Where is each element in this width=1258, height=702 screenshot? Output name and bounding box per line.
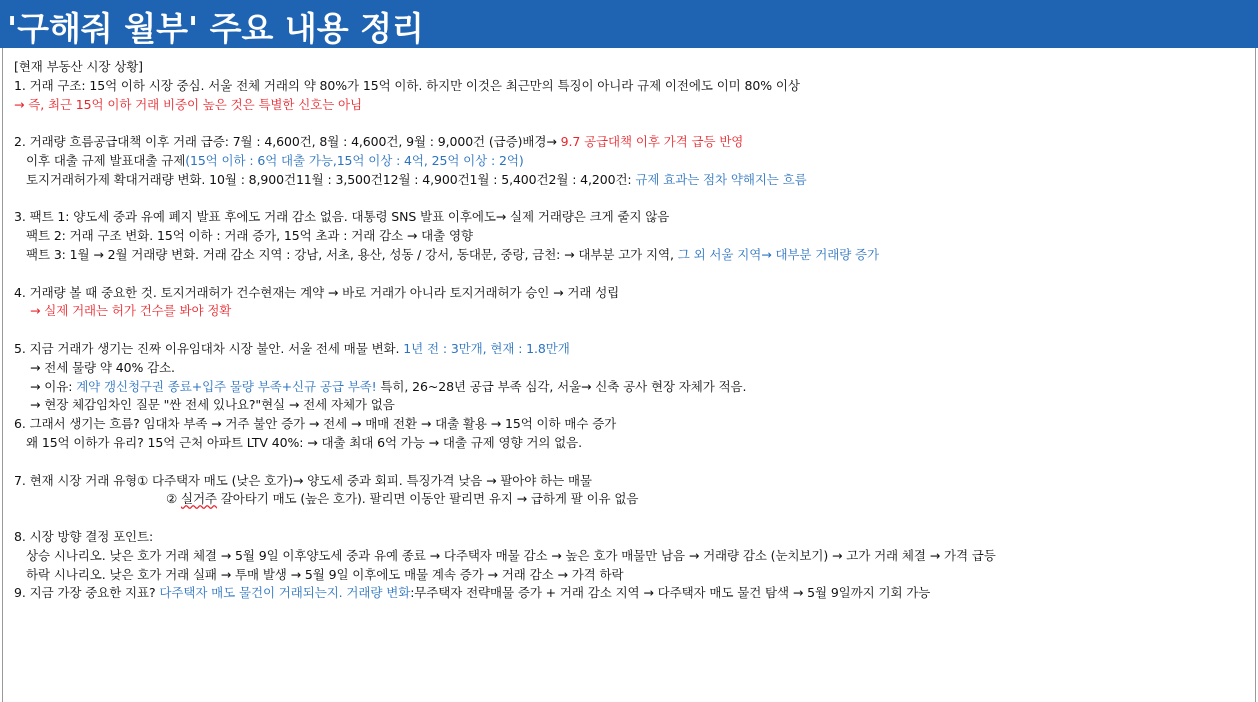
item-8-line-1: 8. 시장 방향 결정 포인트:	[14, 528, 154, 544]
item-3-line-1: 3. 팩트 1: 양도세 중과 유예 폐지 발표 후에도 거래 감소 없음. 대통령 SNS 발표 이후에도→ 실제 거래량은 크게 줄지 않음	[14, 209, 670, 225]
item-2-line-1	[14, 133, 1252, 152]
highlight-blue: 계약 갱신청구권 종료+입주 물량 부족+신규 공급 부족!	[76, 378, 377, 394]
item-8-line-2: 상승 시나리오. 낮은 호가 거래 체결 → 5월 9일 이후양도세 중과 유예 종료 → 다주택자 매물 감소 → 높은 호가 매물만 남음 → 거래량 감소 (눈치보기) → 고가 거래 체결 → 가격 급등	[26, 547, 996, 563]
item-1-line-2: → 즉, 최근 15억 이하 거래 비중이 높은 것은 특별한 신호는 아님	[14, 96, 362, 112]
highlight-blue: 규제 효과는 점차 약해지는 흐름	[635, 171, 807, 187]
title-bar	[0, 0, 1258, 48]
item-6-line-2: 왜 15억 이하가 유리? 15억 근처 아파트 LTV 40%: → 대출 최대 6억 가능 → 대출 규제 영향 거의 없음.	[26, 434, 582, 450]
item-5-line-4: → 현장 체감임차인 질문 "싼 전세 있나요?"현실 → 전세 자체가 없음	[30, 397, 395, 413]
item-4-line-2: → 실제 거래는 허가 건수를 봐야 정확	[30, 303, 232, 319]
text: 9. 지금 가장 중요한 지표?	[14, 585, 160, 601]
item-3-line-2: 팩트 2: 거래 구조 변화. 15억 이하 : 거래 증가, 15억 초과 : 거래 감소 → 대출 영향	[26, 228, 473, 244]
text: → 이유:	[30, 378, 77, 394]
text: 토지거래허가제 확대거래량 변화. 10월 : 8,900건11월 : 3,500건12월 : 4,900건1월 : 5,400건2월 : 4,200건:	[26, 171, 636, 187]
item-3-line-3	[14, 246, 1252, 265]
item-5-line-3	[14, 378, 1252, 397]
section-header: [현재 부동산 시장 상황]	[14, 59, 143, 74]
item-9-line-1	[14, 584, 1252, 603]
text: 특히, 26~28년 공급 부족 심각, 서울→ 신축 공사 현장 자체가 적음.	[376, 378, 747, 394]
item-7-line-2	[14, 490, 1252, 509]
item-7-line-1: 7. 현재 시장 거래 유형① 다주택자 매도 (낮은 호가)→ 양도세 중과 회피. 특징가격 낮음 → 팔아야 하는 매물	[14, 472, 592, 488]
item-8-line-3: 하락 시나리오. 낮은 호가 거래 실패 → 투매 발생 → 5월 9일 이후에도 매물 계속 증가 → 거래 감소 → 가격 하락	[26, 566, 624, 582]
highlight-blue: (15억 이하 : 6억 대출 가능,15억 이상 : 4억, 25억 이상 : 2억)	[185, 152, 524, 168]
item-1-line-1: 1. 거래 구조: 15억 이하 시장 중심. 서울 전체 거래의 약 80%가 15억 이하. 하지만 이것은 최근만의 특징이 아니라 규제 이전에도 이미 80% 이상	[14, 77, 800, 93]
text: :무주택자 전략매물 증가 + 거래 감소 지역 → 다주택자 매도 물건 탐색 → 5월 9일까지 기회 가능	[410, 585, 931, 601]
text: ②	[166, 491, 181, 507]
item-2-line-2	[14, 152, 1252, 171]
highlight-blue: 다주택자 매도 물건이 거래되는지. 거래량 변화	[159, 585, 411, 601]
item-4-line-1: 4. 거래량 볼 때 중요한 것. 토지거래허가 건수현재는 계약 → 바로 거래가 아니라 토지거래허가 승인 → 거래 성립	[14, 284, 620, 300]
highlight-blue: 그 외 서울 지역→ 대부분 거래량 증가	[677, 246, 879, 262]
item-5-line-2: → 전세 물량 약 40% 감소.	[30, 359, 175, 375]
text: 2. 거래량 흐름공급대책 이후 거래 급증: 7월 : 4,600건, 8월 : 4,600건, 9월 : 9,000건 (급증)배경→	[14, 134, 561, 150]
highlight-red: 9.7 공급대책 이후 가격 급등 반영	[560, 134, 744, 150]
text: 갈아타기 매도 (높은 호가). 팔리면 이동안 팔리면 유지 → 급하게 팔 이유 없음	[216, 491, 639, 507]
page-title: '구해줘 월부' 주요 내용 정리	[7, 9, 424, 48]
item-6-line-1: 6. 그래서 생기는 흐름? 임대차 부족 → 거주 불안 증가 → 전세 → 매매 전환 → 대출 활용 → 15억 이하 매수 증가	[14, 416, 617, 432]
spellcheck-underlined-word: 실거주	[180, 491, 217, 507]
highlight-blue: 1년 전 : 3만개, 현재 : 1.8만개	[403, 340, 570, 356]
item-2-line-3	[14, 171, 1252, 190]
item-5-line-1	[14, 340, 1252, 359]
text: 5. 지금 거래가 생기는 진짜 이유임대차 시장 불안. 서울 전세 매물 변화.	[14, 340, 404, 356]
text: 이후 대출 규제 발표대출 규제	[26, 152, 186, 168]
summary-content	[14, 58, 1252, 603]
text: 팩트 3: 1월 → 2월 거래량 변화. 거래 감소 지역 : 강남, 서초, 용산, 성동 / 강서, 동대문, 중랑, 금천: → 대부분 고가 지역,	[26, 246, 678, 262]
